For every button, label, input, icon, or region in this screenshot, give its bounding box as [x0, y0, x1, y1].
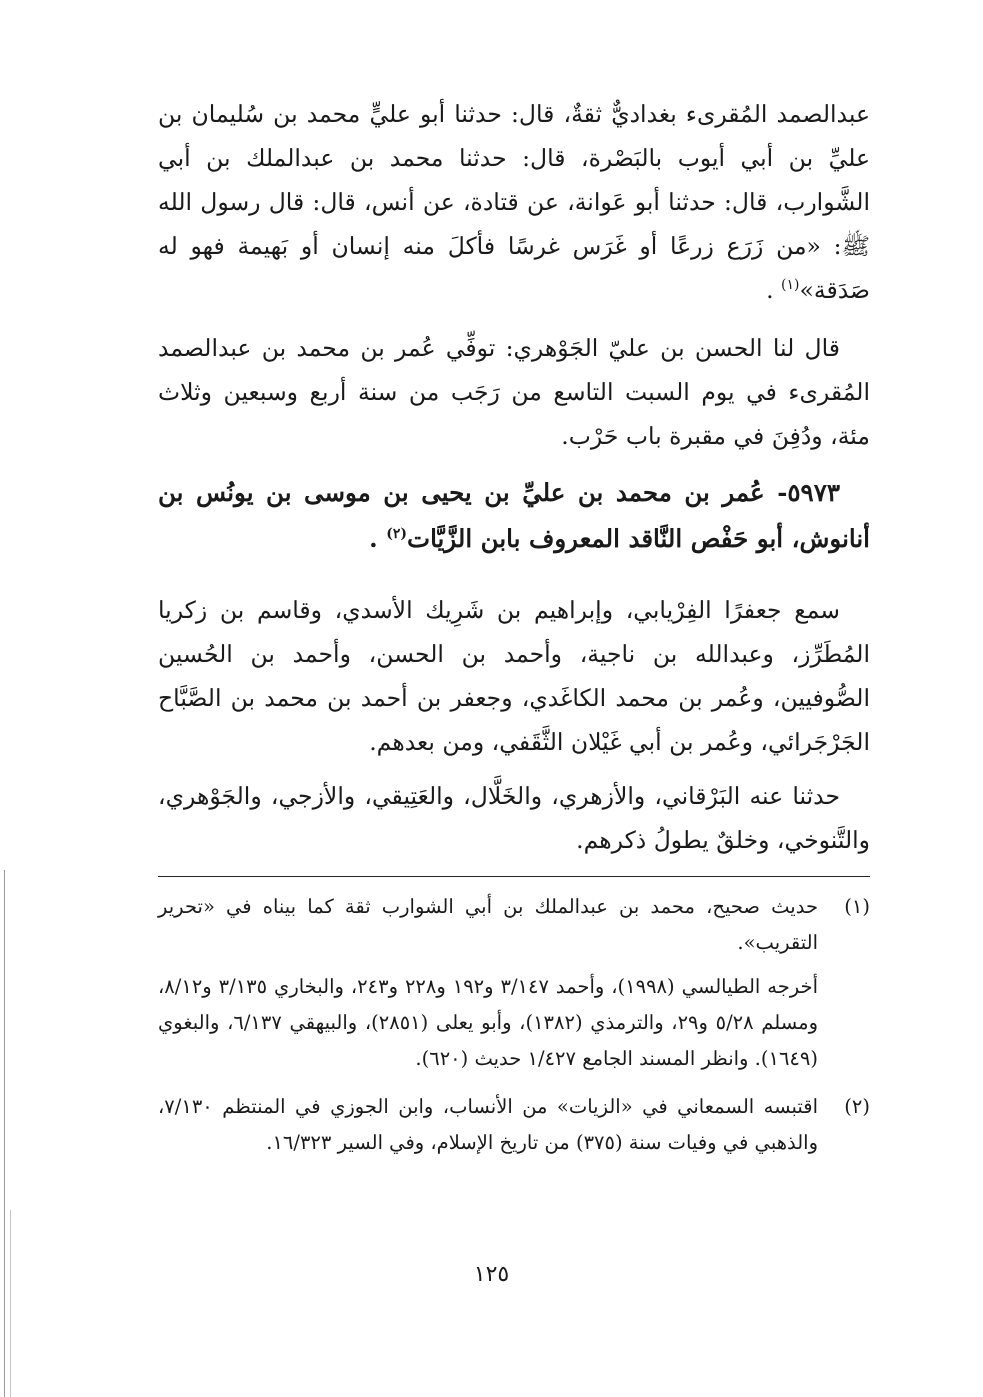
entry-name: عُمر بن محمد بن عليِّ بن يحيى بن موسى بن يونُس بن أنانوش، أبو حَفْص النَّاقد المعروف بابن الزَّيَّات	[158, 478, 870, 553]
footnote-ref-1: (١)	[781, 277, 800, 294]
footnotes	[158, 889, 870, 1161]
footnote-ref-2: (٢)	[386, 525, 407, 542]
paragraph-students: حدثنا عنه البَرْقاني، والأزهري، والخَلَّال، والعَتِيقي، والأزجي، والجَوْهري، والتَّنوخي، وخلقٌ يطولُ ذكرهم.	[158, 782, 870, 854]
entry-number: ٥٩٧٣-	[777, 478, 841, 507]
footnote-divider	[158, 876, 870, 877]
paragraph-hadith-end: .	[766, 276, 782, 304]
footnote-body	[158, 1089, 818, 1161]
footnote-line: حديث صحيح، محمد بن عبدالملك بن أبي الشوارب ثقة كما بيناه في «تحرير التقريب».	[158, 895, 818, 954]
footnote-number: (١)	[844, 895, 870, 918]
page-number: ١٢٥	[473, 1262, 510, 1287]
scan-edge-line-faint	[10, 1210, 11, 1397]
footnote-line: أخرجه الطيالسي (١٩٩٨)، وأحمد ٣/١٤٧ و١٩٢ و٢٢٨ و٢٤٣، والبخاري ٣/١٣٥ و٨/١٢، ومسلم ٥/٢٨ و٢٩، والترمذي (١٣٨٢)، وأبو يعلى (٢٨٥١)، والبيهقي ٦/١٣٧، والبغوي (١٦٤٩). وانظر المسند الجامع ١/٤٢٧ حديث (٦٢٠).	[158, 975, 819, 1070]
footnote-body	[158, 889, 818, 1077]
page-body	[158, 92, 870, 1161]
paragraph-teachers: سمع جعفرًا الفِرْيابي، وإبراهيم بن شَرِيك الأسدي، وقاسم بن زكريا المُطَرِّز، وعبدالله بن ناجية، وأحمد بن الحسن، وأحمد بن الحُسين الصُّوفيين، وعُمر بن محمد الكاغَدي، وجعفر بن أحمد بن محمد بن الصَّبَّاح الجَرْجَرائي، وعُمر بن أبي غَيْلان الثَّقَفي، ومن بعدهم.	[158, 596, 870, 756]
scan-edge-line	[4, 870, 5, 1397]
paragraph-death-note: قال لنا الحسن بن عليّ الجَوْهري: توفِّي عُمر بن محمد بن عبدالصمد المُقرىء في يوم السبت التاسع من رَجَب من سنة أربع وسبعين وثلاث مئة، ودُفِنَ في مقبرة باب حَرْب.	[158, 334, 870, 450]
footnote-2	[158, 1089, 870, 1161]
footnote-number: (٢)	[844, 1095, 870, 1118]
entry-end: .	[369, 524, 387, 553]
footnote-1	[158, 889, 870, 1077]
footnote-line: اقتبسه السمعاني في «الزيات» من الأنساب، وابن الجوزي في المنتظم ٧/١٣٠، والذهبي في وفيات سنة (٣٧٥) من تاريخ الإسلام، وفي السير ١٦/٣٢٣.	[158, 1095, 818, 1154]
paragraph-hadith-text: عبدالصمد المُقرىء بغداديٌّ ثقةٌ، قال: حدثنا أبو عليٍّ محمد بن سُليمان بن عليِّ بن أبي أيوب بالبَصْرة، قال: حدثنا محمد بن عبدالملك بن أبي الشَّوارب، قال: حدثنا أبو عَوانة، عن قتادة، عن أنس، قال: قال رسول الله ﷺ: «من زَرَع زرعًا أو غَرَس غرسًا فأكلَ منه إنسان أو بَهيمة فهو له صَدَقة»	[158, 100, 870, 304]
biography-entry-heading	[158, 470, 870, 562]
paragraph-hadith	[158, 92, 870, 312]
